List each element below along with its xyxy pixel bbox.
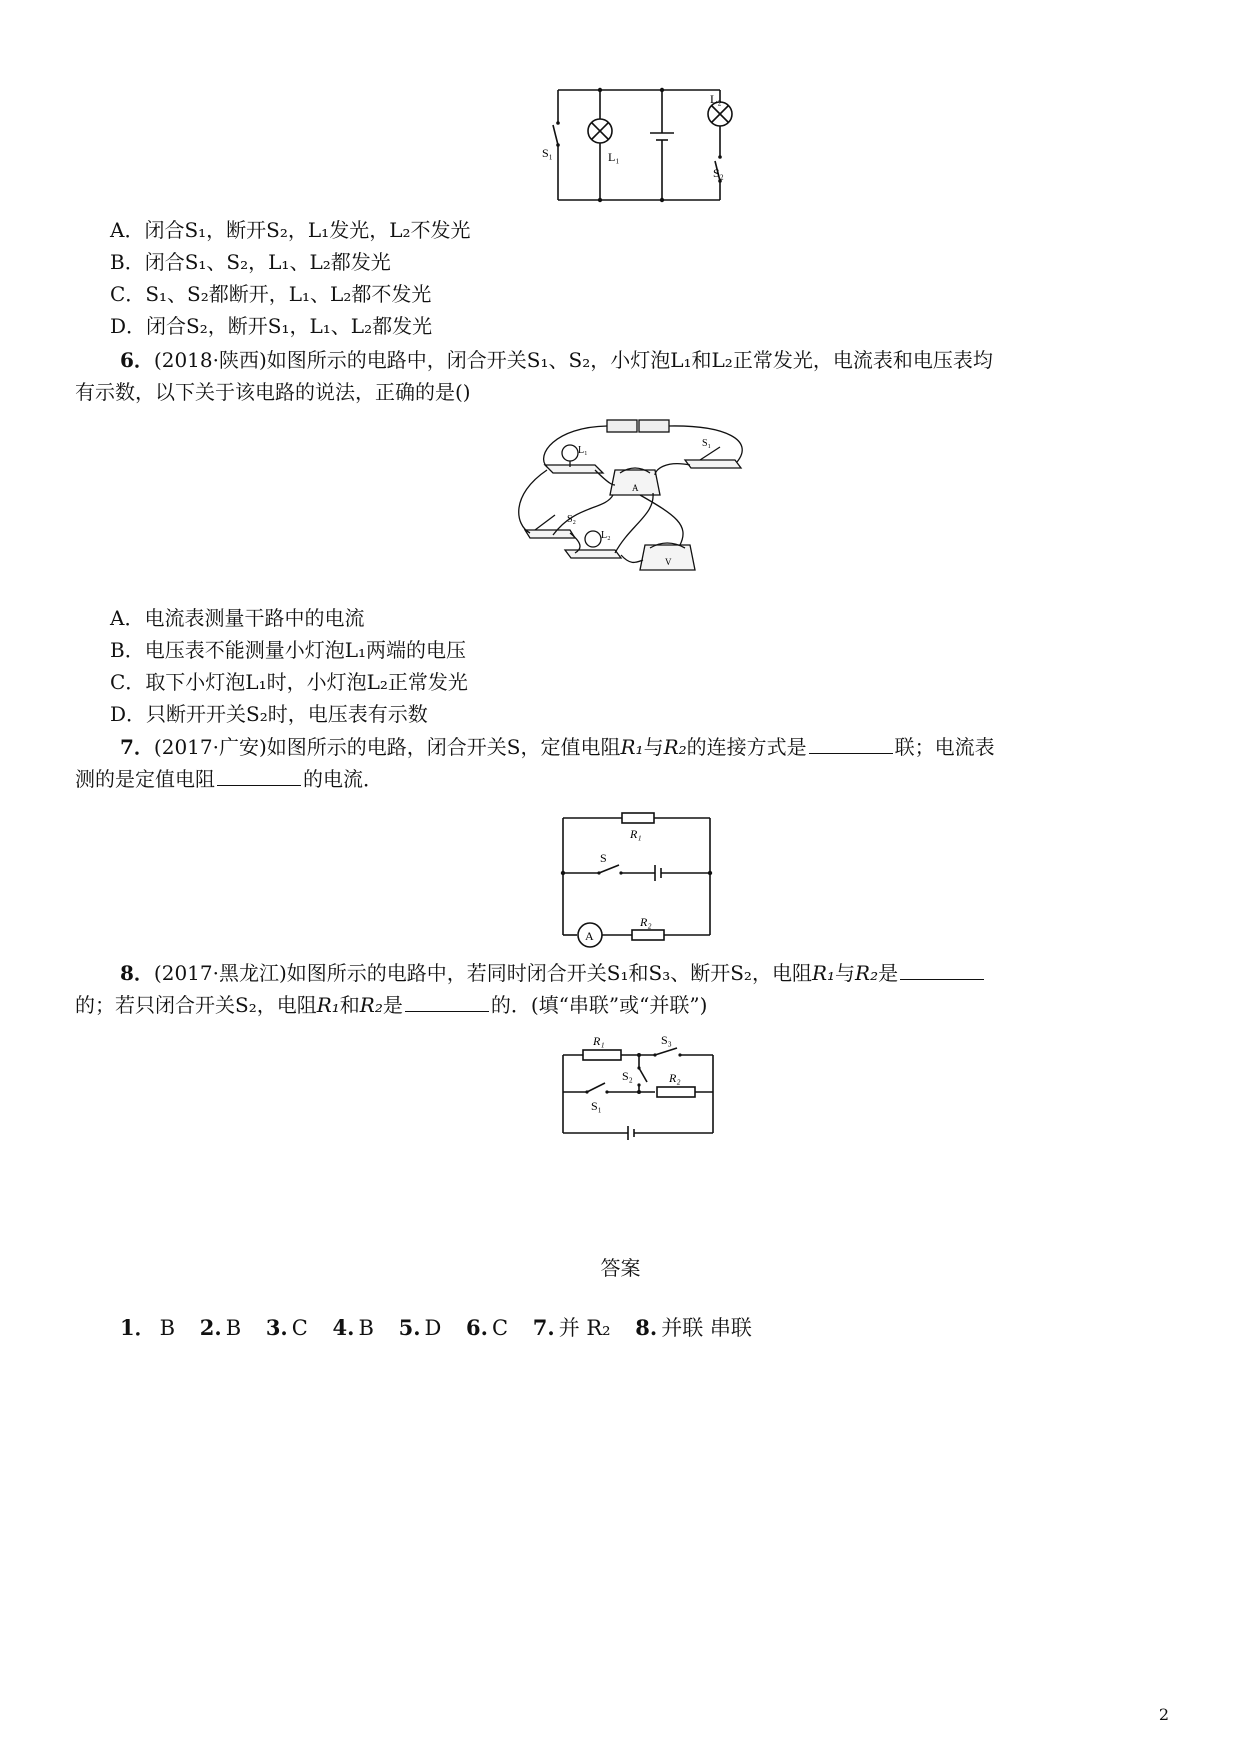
q6-option-b: B．电压表不能测量小灯泡L₁两端的电压 — [110, 638, 467, 662]
label-l2: L₂ — [601, 530, 611, 541]
label-s2: S₂ — [713, 166, 724, 180]
label-s3: S₃ — [661, 1033, 672, 1047]
label-r2: R₂ — [669, 1071, 681, 1085]
label-r1: R₁ — [630, 827, 642, 841]
q6-stem-line1: 6．(2018·陕西)如图所示的电路中，闭合开关S₁、S₂，小灯泡L₁和L₂正常发光，电流表和电压表均 — [120, 348, 993, 372]
answer-6: 6. C — [466, 1315, 509, 1340]
q5-option-b: B．闭合S₁、S₂，L₁、L₂都发光 — [110, 250, 391, 274]
q6-option-d: D．只断开开关S₂时，电压表有示数 — [110, 702, 428, 726]
answer-5: 5. D — [398, 1315, 442, 1340]
label-s1: S₁ — [591, 1099, 602, 1113]
label-voltmeter: V — [665, 557, 672, 567]
q8-blank-1 — [900, 961, 984, 980]
page-number: 2 — [1158, 1705, 1169, 1724]
answer-1: 1． B — [120, 1315, 176, 1340]
label-s2: S₂ — [567, 514, 577, 525]
label-s: S — [600, 851, 607, 865]
answer-8: 8. 并联 串联 — [635, 1315, 752, 1340]
label-ammeter: A — [632, 483, 639, 493]
q6-stem-line2: 有示数，以下关于该电路的说法，正确的是() — [75, 380, 471, 404]
q7-stem-line2: 测的是定值电阻 的电流． — [75, 767, 383, 791]
answers-list — [120, 1312, 770, 1342]
answer-7: 7. 并 R₂ — [532, 1315, 611, 1340]
label-r1: R₁ — [593, 1034, 605, 1048]
label-r2: R₂ — [640, 915, 652, 929]
q7-stem-line1: 7．(2017·广安)如图所示的电路，闭合开关S，定值电阻R₁与R₂的连接方式是 联；电流表 — [120, 735, 995, 759]
q6-option-a: A．电流表测量干路中的电流 — [110, 606, 365, 630]
q6-option-c: C．取下小灯泡L₁时，小灯泡L₂正常发光 — [110, 670, 468, 694]
q7-blank-1 — [809, 735, 893, 754]
q8-blank-2 — [405, 993, 489, 1012]
answer-3: 3. C — [265, 1315, 308, 1340]
q7-blank-2 — [217, 767, 301, 786]
q6-apparatus-diagram — [515, 415, 765, 585]
label-l1: L₁ — [608, 150, 620, 164]
q5-option-d: D．闭合S₂，断开S₁，L₁、L₂都发光 — [110, 314, 433, 338]
label-s1: S₁ — [702, 438, 712, 449]
label-l2: L₂ — [710, 92, 722, 106]
q8-stem-line2: 的；若只闭合开关S₂，电阻R₁和R₂是 的．(填“串联”或“并联”) — [75, 993, 708, 1017]
label-l1: L₁ — [578, 445, 588, 456]
label-ammeter: A — [585, 929, 594, 943]
q5-option-a: A．闭合S₁，断开S₂，L₁发光，L₂不发光 — [110, 218, 471, 242]
q8-stem-line1: 8．(2017·黑龙江)如图所示的电路中，若同时闭合开关S₁和S₃、断开S₂，电阻R₁与R₂是 — [120, 958, 986, 988]
answers-title: 答案 — [600, 1256, 641, 1280]
q8-circuit-diagram — [555, 1030, 720, 1140]
label-s2: S₂ — [622, 1069, 633, 1083]
q7-circuit-diagram — [555, 810, 715, 943]
answer-2: 2. B — [199, 1315, 242, 1340]
label-s1: S₁ — [542, 146, 553, 160]
q5-option-c: C．S₁、S₂都断开，L₁、L₂都不发光 — [110, 282, 432, 306]
q5-circuit-diagram — [542, 85, 730, 205]
answer-4: 4. B — [332, 1315, 374, 1340]
